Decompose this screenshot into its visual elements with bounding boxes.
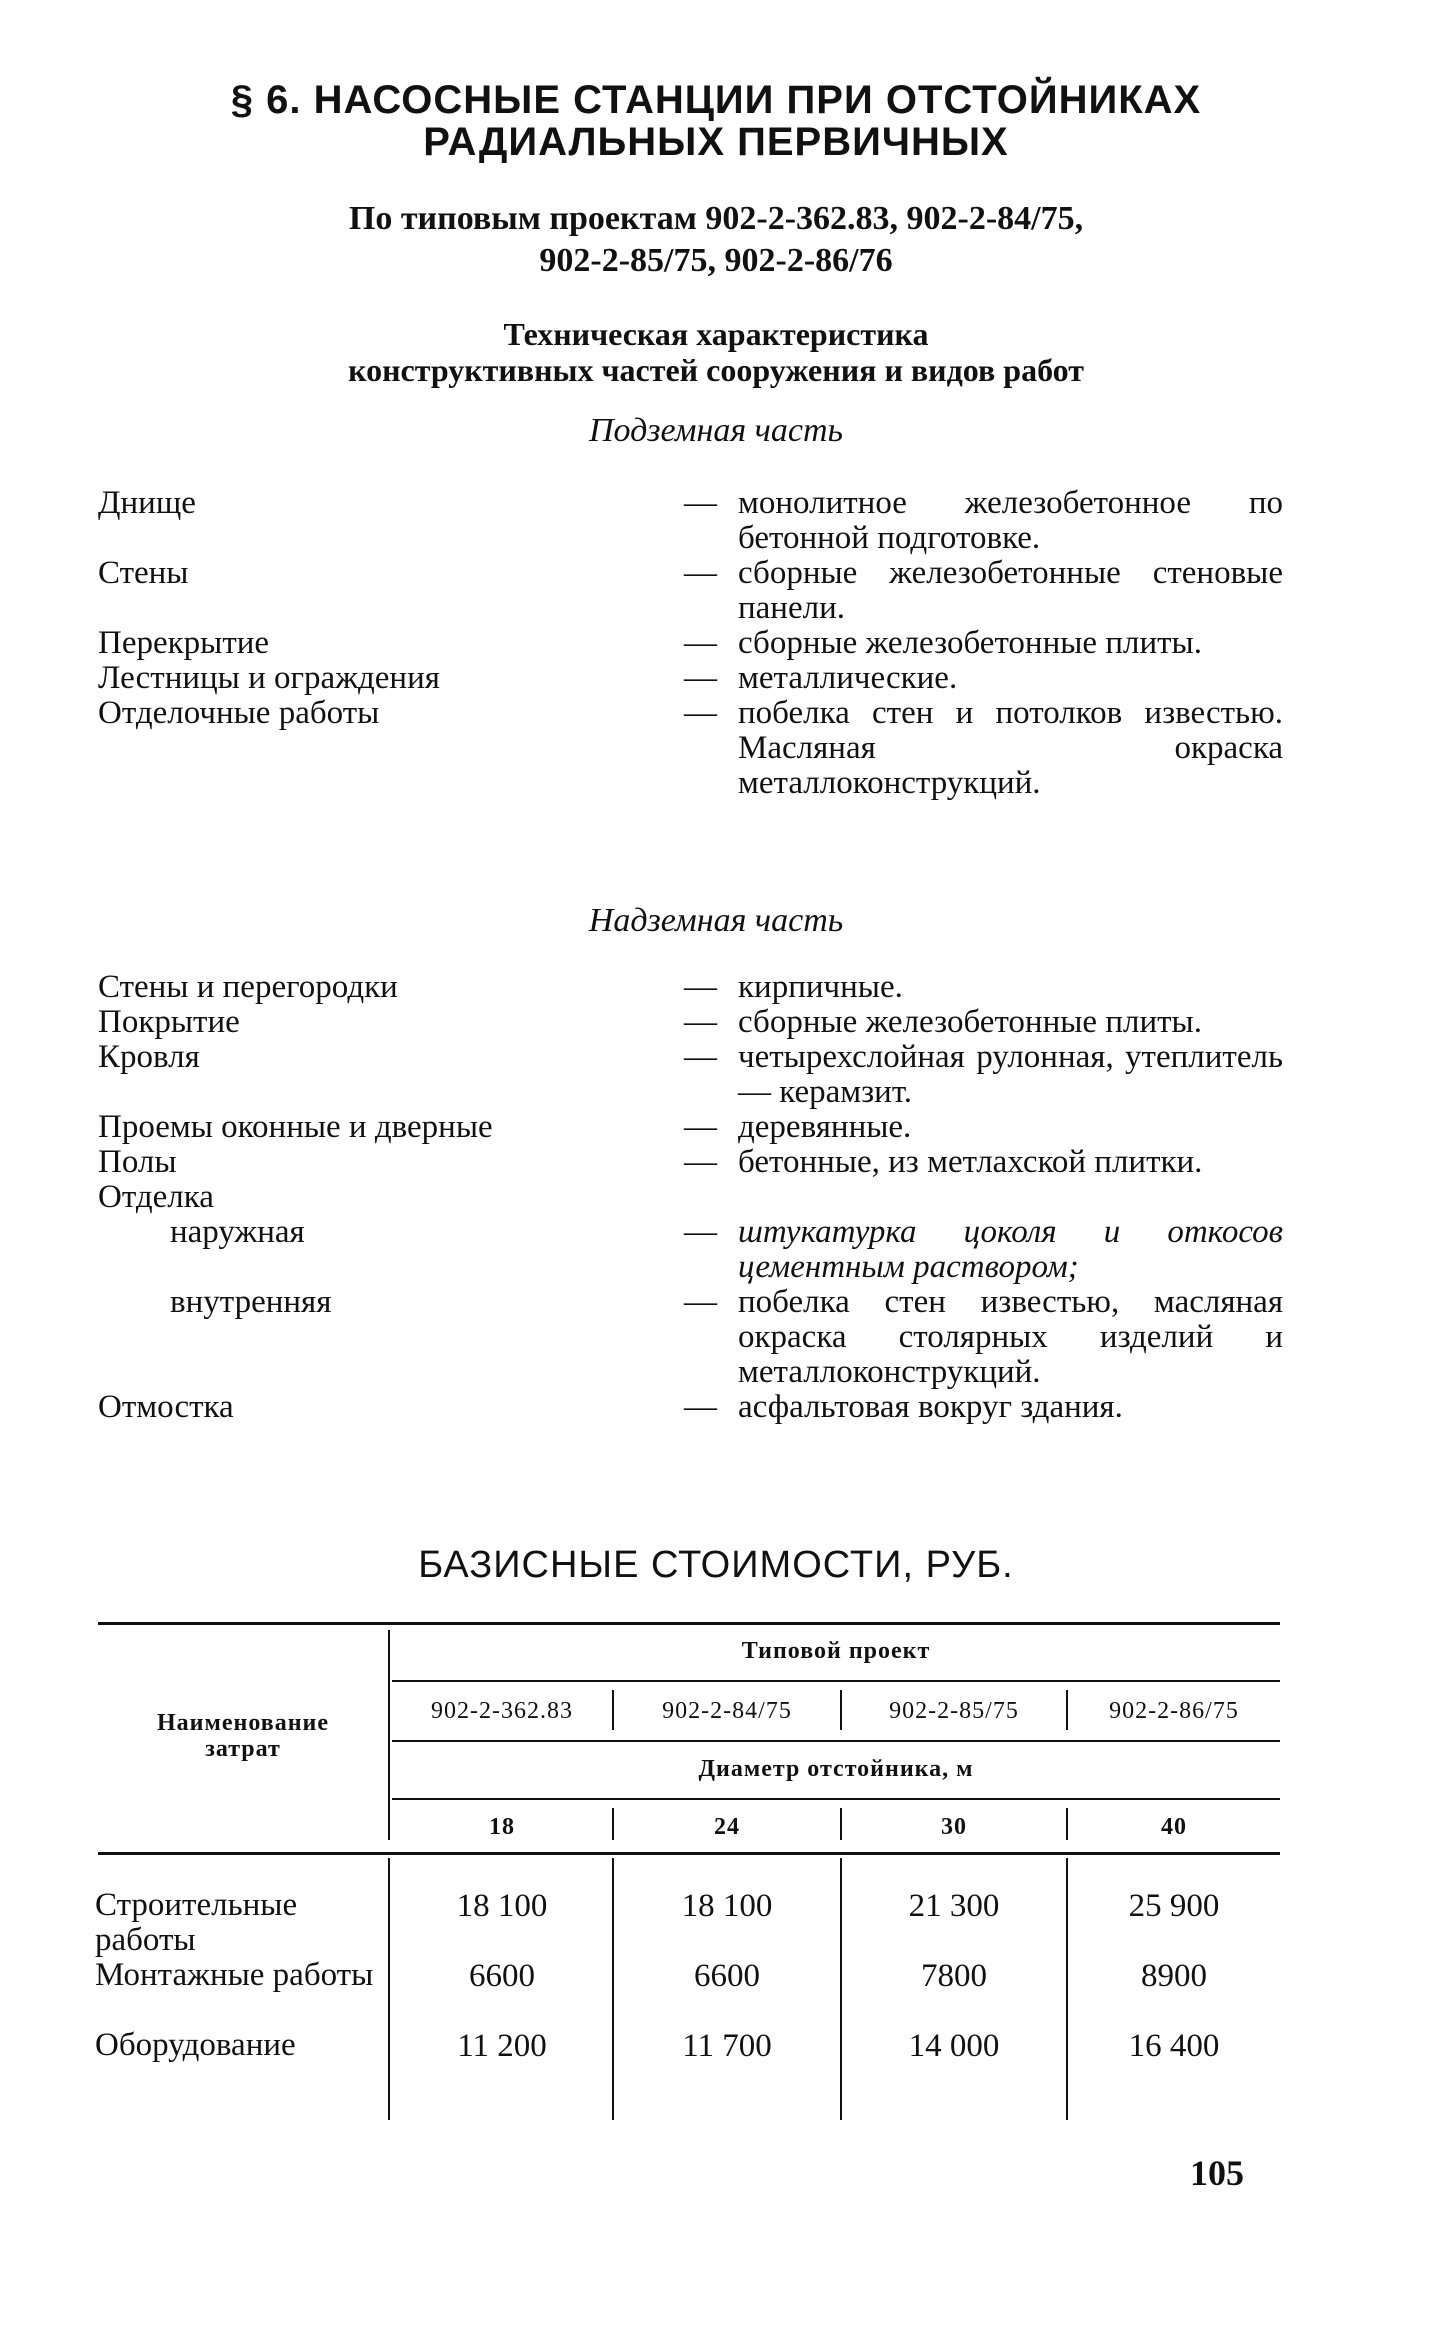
aboveground-title: Надземная часть	[588, 902, 844, 939]
table-top-rule	[98, 1622, 1280, 1625]
spec-label: Отмостка	[98, 1389, 234, 1425]
costs-heading: БАЗИСНЫЕ СТОИМОСТИ, РУБ.	[418, 1544, 1014, 1586]
spec-label: внутренняя	[170, 1284, 332, 1320]
spec-row	[98, 1040, 1283, 1110]
spec-dash: —	[684, 695, 717, 731]
table-row-label: Оборудование	[95, 2027, 296, 2063]
spec-value: асфальтовая вокруг здания.	[738, 1389, 1123, 1425]
spec-dash: —	[684, 1284, 717, 1320]
table-cell: 11 200	[457, 2028, 547, 2064]
spec-dash: —	[684, 1144, 717, 1180]
spec-heading-line-2: конструктивных частей сооружения и видов работ	[348, 352, 1084, 388]
table-row-label: Строительные работы	[95, 1887, 298, 1958]
spec-dash: —	[684, 555, 717, 591]
spec-label: Отделка	[98, 1179, 214, 1215]
underground-spec-list	[98, 486, 1283, 801]
page-number: 105	[1190, 2153, 1244, 2193]
spec-row	[98, 1110, 1283, 1145]
table-rule-diameter	[392, 1798, 1280, 1800]
table-vline	[388, 1858, 390, 2120]
spec-dash: —	[684, 660, 717, 696]
aboveground-spec-list	[98, 970, 1283, 1425]
spec-dash: —	[684, 625, 717, 661]
spec-value: бетонные, из метлахской плитки.	[738, 1144, 1203, 1180]
spec-value: сборные железобетонные стеновые панели.	[738, 555, 1283, 626]
spec-label: Покрытие	[98, 1004, 240, 1040]
table-cell: 11 700	[682, 2028, 772, 2064]
spec-label: Отделочные работы	[98, 695, 380, 731]
spec-label: Днище	[98, 485, 196, 521]
spec-label: Стены и перегородки	[98, 969, 398, 1005]
table-header-project: Типовой проект	[741, 1638, 931, 1664]
spec-value: четырехслойная рулонная, утеплитель — керамзит.	[738, 1039, 1283, 1110]
table-cell: 21 300	[908, 1888, 1000, 1924]
spec-label: Кровля	[98, 1039, 200, 1075]
table-vline	[388, 1630, 390, 1840]
table-diameter-value: 40	[1161, 1814, 1187, 1840]
projects-line-2: 902-2-85/75, 902-2-86/76	[539, 242, 893, 279]
table-cell: 18 100	[456, 1888, 548, 1924]
spec-value: штукатурка цоколя и откосов цементным раствором;	[738, 1214, 1283, 1285]
spec-heading-line-1: Техническая характеристика	[503, 316, 929, 352]
table-cell: 6600	[694, 1958, 760, 1994]
spec-row	[98, 1145, 1283, 1180]
table-cell: 16 400	[1128, 2028, 1220, 2064]
table-cell: 18 100	[681, 1888, 773, 1924]
spec-row	[98, 1390, 1283, 1425]
spec-dash: —	[684, 969, 717, 1005]
table-header-name-line-1: Наименование	[157, 1710, 329, 1736]
section-title-line-1: § 6. НАСОСНЫЕ СТАНЦИИ ПРИ ОТСТОЙНИКАХ	[230, 78, 1202, 122]
spec-row	[98, 486, 1283, 556]
table-project-code: 902-2-86/75	[1109, 1698, 1239, 1724]
spec-label: Лестницы и ограждения	[98, 660, 440, 696]
section-title-line-2: РАДИАЛЬНЫХ ПЕРВИЧНЫХ	[423, 120, 1009, 164]
table-header-bottom-rule	[98, 1852, 1280, 1855]
spec-dash: —	[684, 485, 717, 521]
spec-dash: —	[684, 1389, 717, 1425]
spec-dash: —	[684, 1109, 717, 1145]
spec-label: Проемы оконные и дверные	[98, 1109, 493, 1145]
spec-value: сборные железобетонные плиты.	[738, 625, 1202, 661]
spec-value: сборные железобетонные плиты.	[738, 1004, 1202, 1040]
spec-row	[98, 970, 1283, 1005]
spec-dash: —	[684, 1039, 717, 1075]
spec-row	[98, 1180, 1283, 1215]
table-project-code: 902-2-85/75	[889, 1698, 1019, 1724]
table-cell: 6600	[469, 1958, 535, 1994]
table-rule-codes	[392, 1740, 1280, 1742]
spec-value: монолитное железобетонное по бетонной подготовке.	[738, 485, 1283, 556]
spec-value: кирпичные.	[738, 969, 903, 1005]
table-rule-project	[392, 1680, 1280, 1682]
table-header-name-line-2: затрат	[205, 1736, 281, 1762]
projects-line-1: По типовым проектам 902-2-362.83, 902-2-84/75,	[348, 200, 1084, 237]
spec-row	[98, 661, 1283, 696]
spec-label: Полы	[98, 1144, 177, 1180]
spec-row	[98, 626, 1283, 661]
table-project-code: 902-2-362.83	[431, 1698, 573, 1724]
table-diameter-value: 30	[941, 1814, 967, 1840]
spec-dash: —	[684, 1004, 717, 1040]
table-header-diameter: Диаметр отстойника, м	[698, 1756, 974, 1782]
table-cell: 7800	[921, 1958, 987, 1994]
spec-label: наружная	[170, 1214, 305, 1250]
spec-value: побелка стен известью, масляная окраска столярных изделий и металлоконструкций.	[738, 1284, 1283, 1390]
table-diameter-value: 18	[489, 1814, 515, 1840]
spec-row	[98, 1215, 1283, 1285]
spec-value: побелка стен и потолков известью. Масляная окраска металлоконструкций.	[738, 695, 1283, 801]
spec-value: деревянные.	[738, 1109, 912, 1145]
table-cell: 25 900	[1128, 1888, 1220, 1924]
spec-label: Стены	[98, 555, 189, 591]
spec-row	[98, 1285, 1283, 1390]
spec-row	[98, 696, 1283, 801]
table-cell: 8900	[1141, 1958, 1207, 1994]
underground-title: Подземная часть	[588, 412, 844, 449]
table-cell: 14 000	[908, 2028, 1000, 2064]
spec-dash: —	[684, 1214, 717, 1250]
table-header-name	[100, 1710, 386, 1762]
table-row-label: Монтажные работы	[95, 1957, 374, 1993]
spec-label: Перекрытие	[98, 625, 270, 661]
table-diameter-value: 24	[714, 1814, 740, 1840]
spec-row	[98, 1005, 1283, 1040]
spec-row	[98, 556, 1283, 626]
spec-value: металлические.	[738, 660, 958, 696]
table-project-code: 902-2-84/75	[662, 1698, 792, 1724]
